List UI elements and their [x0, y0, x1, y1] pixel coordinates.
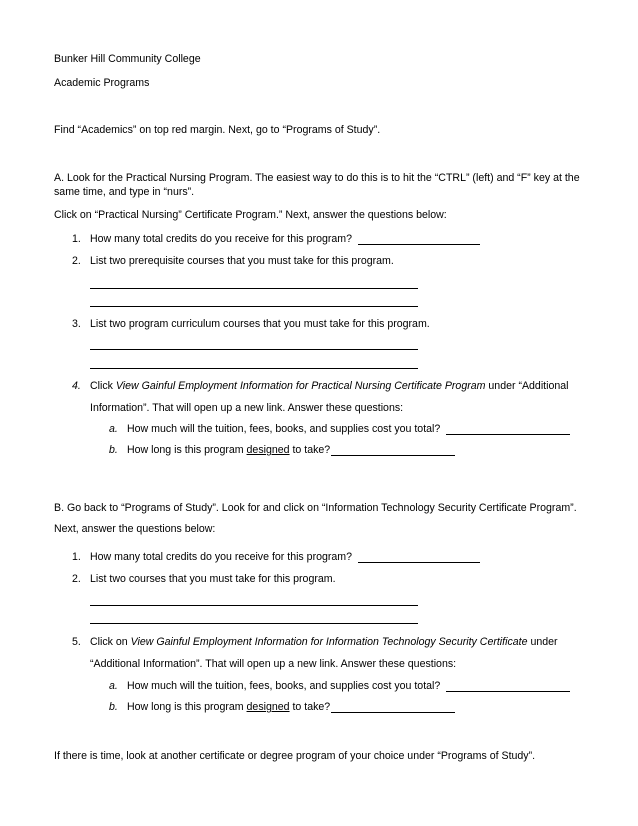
- b-question-5a-number: a.: [109, 680, 118, 692]
- intro-instruction: Find “Academics” on top red margin. Next, go to “Programs of Study”.: [54, 124, 381, 136]
- b-question-5: Click on View Gainful Employment Information for Information Technology Security Certificate under: [90, 636, 558, 648]
- a-question-4-line2: Information”. That will open up a new link. Answer these questions:: [90, 402, 404, 414]
- b-question-5b: How long is this program designed to take?: [127, 701, 331, 713]
- a-question-3-number: 3.: [72, 318, 81, 330]
- b-question-1-number: 1.: [72, 551, 81, 563]
- b-question-5a-answer-blank[interactable]: [446, 691, 570, 692]
- a-question-2: List two prerequisite courses that you must take for this program.: [90, 255, 394, 267]
- a-question-4b-answer-blank[interactable]: [331, 455, 455, 456]
- a-question-4: Click View Gainful Employment Information for Practical Nursing Certificate Program under “Additional: [90, 380, 569, 392]
- a-question-4a-number: a.: [109, 423, 118, 435]
- b-question-2-answer-line-1[interactable]: [90, 605, 418, 606]
- department-name: Academic Programs: [54, 77, 150, 89]
- section-a-line1: A. Look for the Practical Nursing Program. The easiest way to do this is to hit the “CTRL” (left) and “F” key at the: [54, 172, 580, 184]
- a-question-1-answer-blank[interactable]: [358, 244, 480, 245]
- a-question-4b: How long is this program designed to take?: [127, 444, 331, 456]
- section-b-line1: B. Go back to “Programs of Study”. Look for and click on “Information Technology Security Certificate Program”.: [54, 502, 577, 514]
- b-question-5-link-text: View Gainful Employment Information for Information Technology Security Certificate: [130, 636, 528, 648]
- b-question-5-line2: “Additional Information”. That will open up a new link. Answer these questions:: [90, 658, 457, 670]
- b-question-1: How many total credits do you receive for this program?: [90, 551, 353, 563]
- b-question-5a: How much will the tuition, fees, books, and supplies cost you total?: [127, 680, 441, 692]
- section-b-line2: Next, answer the questions below:: [54, 523, 216, 535]
- b-question-2-answer-line-2[interactable]: [90, 623, 418, 624]
- a-question-2-answer-line-1[interactable]: [90, 288, 418, 289]
- a-question-3: List two program curriculum courses that you must take for this program.: [90, 318, 430, 330]
- a-question-3-answer-line-2[interactable]: [90, 368, 418, 369]
- a-question-3-answer-line-1[interactable]: [90, 349, 418, 350]
- a-question-4a: How much will the tuition, fees, books, and supplies cost you total?: [127, 423, 441, 435]
- a-question-4a-answer-blank[interactable]: [446, 434, 570, 435]
- b-question-5-number: 5.: [72, 636, 81, 648]
- b-question-5b-answer-blank[interactable]: [331, 712, 455, 713]
- college-name: Bunker Hill Community College: [54, 53, 201, 65]
- b-question-1-answer-blank[interactable]: [358, 562, 480, 563]
- a-question-1-number: 1.: [72, 233, 81, 245]
- section-a-line2: same time, and type in “nurs”.: [54, 186, 195, 198]
- a-question-4-link-text: View Gainful Employment Information for Practical Nursing Certificate Program: [115, 380, 486, 392]
- b-question-5b-number: b.: [109, 701, 118, 713]
- a-question-2-answer-line-2[interactable]: [90, 306, 418, 307]
- b-question-2: List two courses that you must take for this program.: [90, 573, 336, 585]
- section-a-click-instruction: Click on “Practical Nursing” Certificate Program.” Next, answer the questions below:: [54, 209, 447, 221]
- footer-instruction: If there is time, look at another certificate or degree program of your choice under “Programs of Study”.: [54, 750, 536, 762]
- a-question-2-number: 2.: [72, 255, 81, 267]
- a-question-1: How many total credits do you receive for this program?: [90, 233, 353, 245]
- a-question-4b-number: b.: [109, 444, 118, 456]
- a-question-4-number: 4.: [72, 380, 81, 392]
- b-question-2-number: 2.: [72, 573, 81, 585]
